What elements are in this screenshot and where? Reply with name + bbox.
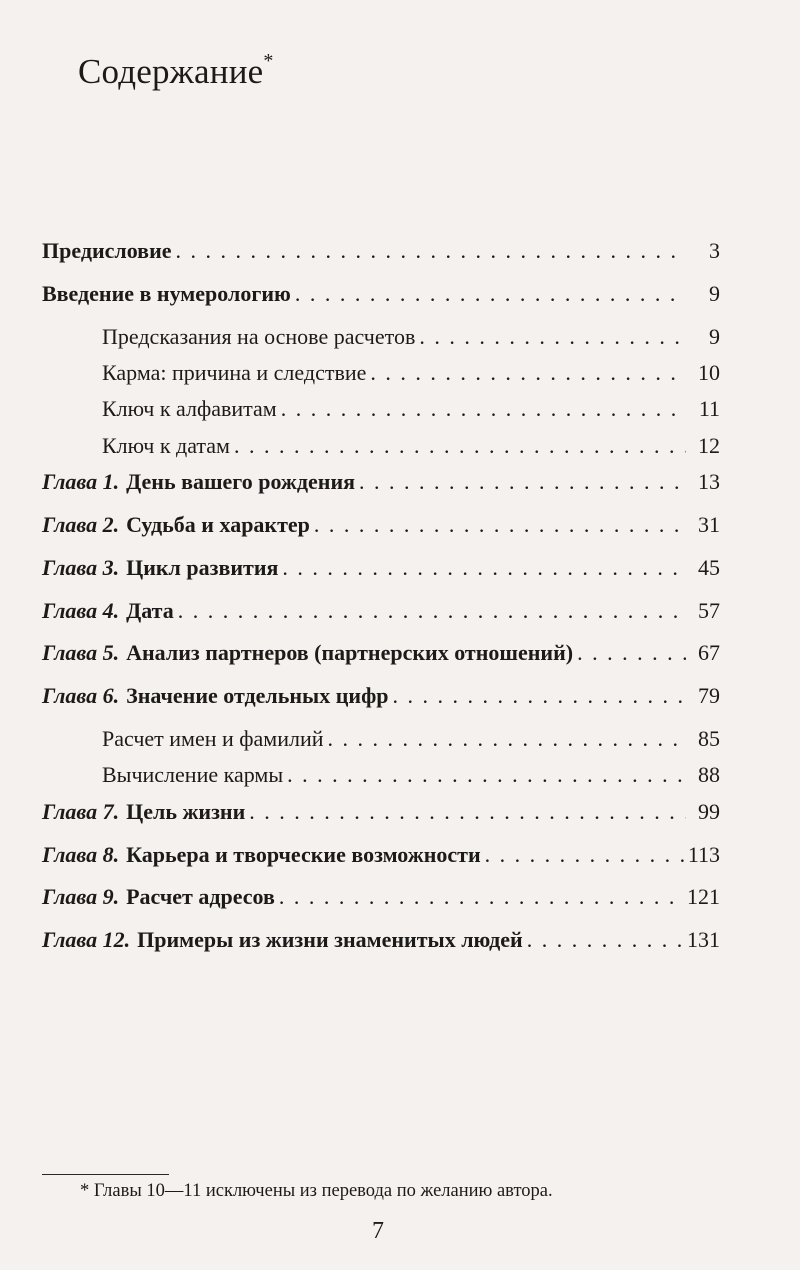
toc-entry-label: Карма: причина и следствие [102, 359, 367, 385]
toc-page-number: 9 [709, 323, 720, 349]
toc-dot-leader [359, 467, 686, 497]
footnote: * Главы 10—11 исключены из перевода по желанию автора. [80, 1181, 553, 1201]
toc-page-number: 13 [698, 469, 720, 495]
toc-entry-label: Судьба и характер [126, 511, 310, 537]
toc-entry-label: Цикл развития [126, 554, 279, 580]
toc-page-number: 12 [698, 432, 720, 458]
toc-page-number: 9 [709, 280, 720, 306]
toc-page-number: 10 [698, 359, 720, 385]
toc-dot-leader [295, 279, 686, 309]
toc-page-number: 113 [687, 841, 720, 867]
toc-entry [42, 760, 720, 790]
toc-page-number: 85 [698, 725, 720, 751]
toc-entry [42, 431, 720, 461]
page-number: 7 [372, 1218, 384, 1244]
toc-entry [42, 681, 720, 711]
toc-page-number: 3 [709, 238, 720, 263]
toc-dot-leader [249, 797, 686, 827]
toc-dot-leader [281, 394, 686, 424]
toc-dot-leader [370, 358, 686, 388]
toc-entry-label: Цель жизни [126, 798, 246, 824]
toc-entry [42, 797, 720, 827]
toc-entry-label: Предисловие [42, 238, 172, 263]
toc-entry-label: Карьера и творческие возможности [126, 841, 481, 867]
toc-entry [42, 724, 720, 754]
toc-entry [42, 510, 720, 540]
toc-dot-leader [287, 760, 686, 790]
toc-entry [42, 638, 720, 668]
toc-entry-label: Ключ к алфавитам [102, 396, 277, 422]
toc-entry-label: Анализ партнеров (партнерских отношений) [126, 640, 574, 666]
toc-entry [42, 279, 720, 309]
toc-entry [42, 236, 720, 266]
toc-chapter-prefix: Глава 1. [42, 469, 120, 495]
toc-chapter-prefix: Глава 7. [42, 798, 120, 824]
toc-chapter-prefix: Глава 12. [42, 927, 131, 953]
toc-chapter-prefix: Глава 6. [42, 683, 120, 709]
toc-entry [42, 840, 720, 870]
toc-entry [42, 596, 720, 626]
page-title [78, 52, 274, 92]
title-text: Содержание [78, 52, 264, 91]
toc-entry [42, 553, 720, 583]
toc-page-number: 67 [698, 640, 720, 666]
toc-entry [42, 467, 720, 497]
toc-entry-label: Предсказания на основе расчетов [102, 323, 416, 349]
toc-entry-label: Дата [126, 597, 174, 623]
toc-entry-label: Примеры из жизни знаменитых людей [137, 927, 523, 953]
footnote-divider [42, 1174, 169, 1175]
toc-page-number: 57 [698, 597, 720, 623]
title-footnote-mark: * [263, 50, 274, 72]
toc-dot-leader [176, 236, 686, 266]
toc-page-number: 79 [698, 683, 720, 709]
toc-page-number: 88 [698, 762, 720, 788]
toc-dot-leader [527, 925, 683, 955]
toc-chapter-prefix: Глава 5. [42, 640, 120, 666]
toc-page-number: 31 [698, 511, 720, 537]
toc-entry-label: Вычисление кармы [102, 762, 284, 788]
toc-dot-leader [234, 431, 686, 461]
table-of-contents [42, 236, 720, 968]
toc-dot-leader [419, 322, 686, 352]
toc-chapter-prefix: Глава 8. [42, 841, 120, 867]
toc-page-number: 45 [698, 554, 720, 580]
toc-entry-label: Введение в нумерологию [42, 280, 291, 306]
toc-dot-leader [279, 882, 683, 912]
toc-entry-label: Расчет имен и фамилий [102, 725, 324, 751]
toc-dot-leader [178, 596, 686, 626]
toc-entry [42, 322, 720, 352]
toc-entry [42, 358, 720, 388]
toc-chapter-prefix: Глава 4. [42, 597, 120, 623]
toc-entry-label: Ключ к датам [102, 432, 230, 458]
toc-page-number: 11 [698, 396, 720, 422]
toc-dot-leader [577, 638, 686, 668]
toc-dot-leader [393, 681, 686, 711]
toc-chapter-prefix: Глава 2. [42, 511, 120, 537]
toc-dot-leader [485, 840, 684, 870]
toc-entry [42, 882, 720, 912]
toc-entry-label: День вашего рождения [126, 469, 356, 495]
toc-entry-label: Расчет адресов [126, 884, 275, 910]
toc-dot-leader [314, 510, 686, 540]
toc-page-number: 99 [698, 798, 720, 824]
toc-dot-leader [328, 724, 686, 754]
toc-page-number: 121 [687, 884, 720, 910]
toc-chapter-prefix: Глава 3. [42, 554, 120, 580]
toc-entry [42, 925, 720, 955]
toc-chapter-prefix: Глава 9. [42, 884, 120, 910]
toc-page-number: 131 [687, 927, 720, 953]
toc-entry-label: Значение отдельных цифр [126, 683, 389, 709]
toc-entry [42, 394, 720, 424]
toc-dot-leader [282, 553, 686, 583]
